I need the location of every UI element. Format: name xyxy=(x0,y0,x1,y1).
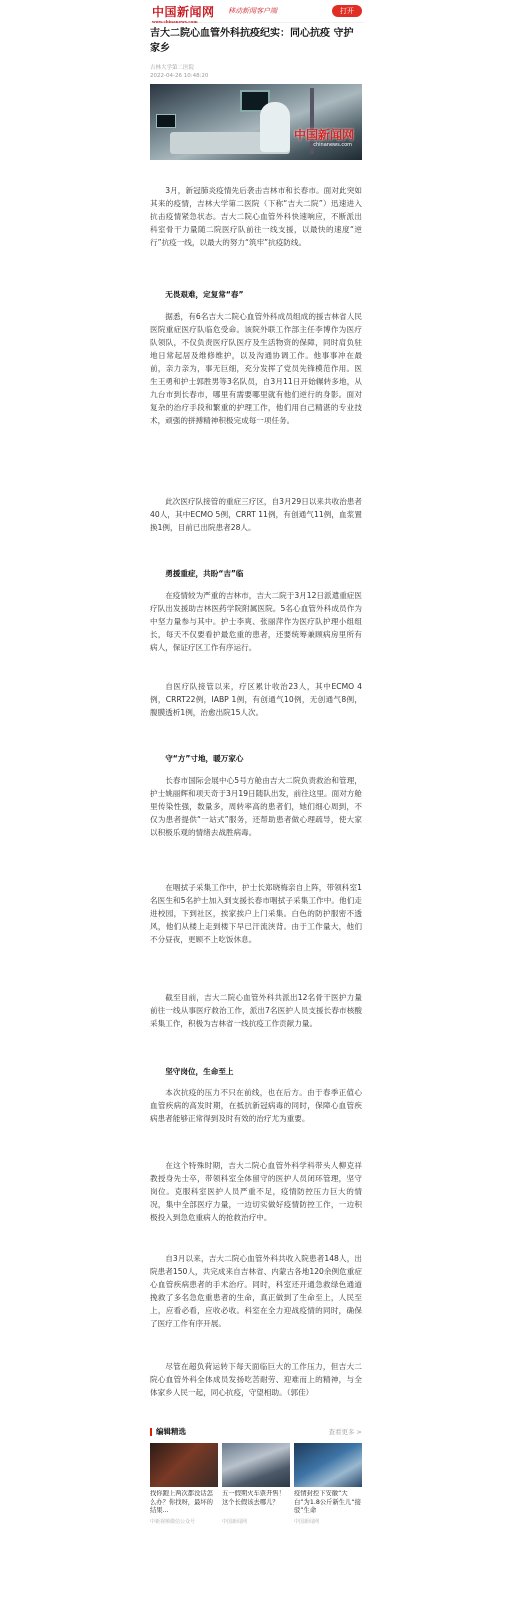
recommend-card[interactable] xyxy=(294,1443,362,1563)
paragraph: 自3月以来，吉大二院心血管外科共收入院患者148人，出院患者150人，共完成来自吉林省、内蒙古各地120余例危重症心血管疾病患者的手术治疗。同时，科室还开通急救绿色通道挽救了多名急危重患者的生命，真正做到了生命至上，人民至上，应看必看，应收必收。科室在全力迎战疫情的同时，确保了医疗工作有序开展。 xyxy=(150,1254,362,1328)
section-heading: 坚守岗位，生命至上 xyxy=(165,1067,234,1076)
recommend-thumbnail xyxy=(222,1443,290,1487)
recommend-source: 中新视频微信公众号 xyxy=(150,1519,196,1525)
chinanews-logo[interactable] xyxy=(152,3,215,24)
section-heading: 守“方”寸地，暖万家心 xyxy=(165,754,244,763)
paragraph: 本次抗疫的压力不只在前线，也在后方。由于春季正值心血管疾病的高发时期，在抵抗新冠病毒的同时，保障心血管疾病患者能够正常得到及时有效的治疗尤为重要。 xyxy=(150,1088,362,1123)
section-heading: 无畏艰难，定复常“春” xyxy=(165,290,244,299)
article-hero-image xyxy=(150,84,362,160)
recommend-source: 中国新闻网 xyxy=(222,1519,248,1525)
recommend-thumbnail xyxy=(294,1443,362,1487)
paragraph: 在疫情较为严重的吉林市，吉大二院于3月12日派遣重症医疗队出发援助吉林医药学院附属医院。5名心血管外科成员作为中坚力量参与其中。护士李爽、张丽萍作为医疗队护理小组组长，每天不仅要看护最危重的患者，还要统筹兼顾病房里所有病人，保证疗区工作有序运行。 xyxy=(150,591,362,652)
recommend-source: 中国新闻网 xyxy=(294,1519,320,1525)
paragraph: 3月，新冠肺炎疫情先后袭击吉林市和长春市。面对此突如其来的疫情，吉林大学第二医院（下称“吉大二院”）迅速进入抗击疫情紧急状态。吉大二院心血管外科快速响应，不断派出科室骨干力量随二院医疗队前往一线支援，以最快的速度“逆行”抗疫一线，以最大的努力“筑牢”抗疫防线。 xyxy=(150,186,362,247)
editor-picks-list xyxy=(150,1443,362,1563)
medical-worker-shape xyxy=(260,102,290,152)
view-more-link[interactable]: 查看更多 > xyxy=(328,1428,362,1436)
recommend-card[interactable] xyxy=(150,1443,218,1563)
recommend-card[interactable] xyxy=(222,1443,290,1563)
recommend-title: 疫情封控下安徽“大白”为1.8公斤新生儿“接驳”生命 xyxy=(294,1490,361,1514)
monitor-shape-2 xyxy=(156,114,176,128)
paragraph: 截至目前，吉大二院心血管外科共派出12名骨干医护力量前往一线从事医疗救治工作，派出7名医护人员支援长春市核酸采集工作，积极为吉林省一线抗疫工作贡献力量。 xyxy=(150,993,362,1028)
logo-cn: 中国新闻网 xyxy=(152,5,215,19)
recommend-title: 找你跑上两次都没话怎么办？你找呀，最坏的结果... xyxy=(150,1490,213,1514)
paragraph: 在这个特殊时期，吉大二院心血管外科学科带头人柳克祥教授身先士卒，带领科室全体留守的医护人员闭环管理，坚守岗位。克服科室医护人员严重不足，疫情防控压力巨大的情况，集中全部医疗力量，一边切实做好疫情防控工作，一边积极投入到急危重病人的抢救治疗中。 xyxy=(150,1161,362,1222)
open-app-button[interactable]: 打开 xyxy=(332,5,362,17)
section-accent-bar xyxy=(150,1428,152,1436)
recommend-title: 五一假期火车票开售！这个长假该去哪儿？ xyxy=(222,1490,285,1506)
article-meta xyxy=(150,65,362,80)
article-title: 吉大二院心血管外科抗疫纪实：同心抗疫 守护家乡 xyxy=(150,28,354,54)
paragraph: 尽管在超负荷运转下每天面临巨大的工作压力，但吉大二院心血管外科全体成员发扬吃苦耐劳、迎难而上的精神，与全体家乡人民一起，同心抗疫，守望相助。（郭佳） xyxy=(150,1362,362,1397)
recommend-thumbnail xyxy=(150,1443,218,1487)
paragraph: 自医疗队接管以来，疗区累计收治23人，其中ECMO 4例，CRRT22例，IABP 1例，有创通气10例，无创通气8例，腹膜透析1例，治愈出院15人次。 xyxy=(150,682,362,717)
paragraph: 据悉，有6名吉大二院心血管外科成员组成的援吉林省人民医院重症医疗队临危受命。该院外联工作部主任李博作为医疗队领队，不仅负责医疗队医疗及生活物资的保障，同时肩负驻地日常起居及维修维护，以及沟通协调工作。他事事冲在最前，亲力亲为，事无巨细，充分发挥了党员先锋模范作用。医生王勇和护士郭胜男等3名队员，自3月11日开始辗转多地，从九台市到长春市，哪里有需要哪里就有他们逆行的身影。面对复杂的治疗手段和繁重的护理工作，他们用自己精湛的专业技术，顽强的拼搏精神积极完成每一项任务。 xyxy=(150,312,362,425)
slogan-text: 移动新闻客户端 xyxy=(228,7,277,15)
image-watermark-url: chinanews.com xyxy=(313,142,352,148)
section-heading: 勇援重症，共盼“吉”临 xyxy=(165,569,244,578)
article-source: 吉林大学第二医院 xyxy=(150,65,195,71)
paragraph: 长春市国际会展中心5号方舱由吉大二院负责救治和管理，护士姚丽辉和项天奇于3月19日随队出发，前往这里。面对方舱里传染性强，数量多，周转率高的患者们，她们细心周到，不仅为患者提供“一站式”服务，还帮助患者做心理疏导，使大家以积极乐观的情绪去战胜病毒。 xyxy=(150,776,362,837)
paragraph: 此次医疗队接管的重症三疗区，自3月29日以来共收治患者40人，其中ECMO 5例，CRRT 11例，有创通气11例，血浆置换1例，目前已出院患者28人。 xyxy=(150,497,362,532)
article-datetime: 2022-04-26 10:48:20 xyxy=(150,72,209,79)
editor-picks-header xyxy=(150,1426,362,1438)
paragraph: 在咽拭子采集工作中，护士长郑晓梅亲自上阵，带领科室1名医生和5名护士加入到支援长春市咽拭子采集工作中。他们走进校园，下到社区，挨家挨户上门采集。白色的防护服密不透风，他们从楼上走到楼下早已汗流浃背。由于工作量大，他们不分昼夜，更顾不上吃饭休息。 xyxy=(150,883,362,944)
logo-en: www.chinanews.com xyxy=(152,19,198,24)
image-watermark: 中国新闻网 xyxy=(293,128,354,142)
app-slogan xyxy=(228,6,277,16)
editor-picks-title: 编辑精选 xyxy=(156,1427,186,1436)
top-bar xyxy=(150,0,364,23)
